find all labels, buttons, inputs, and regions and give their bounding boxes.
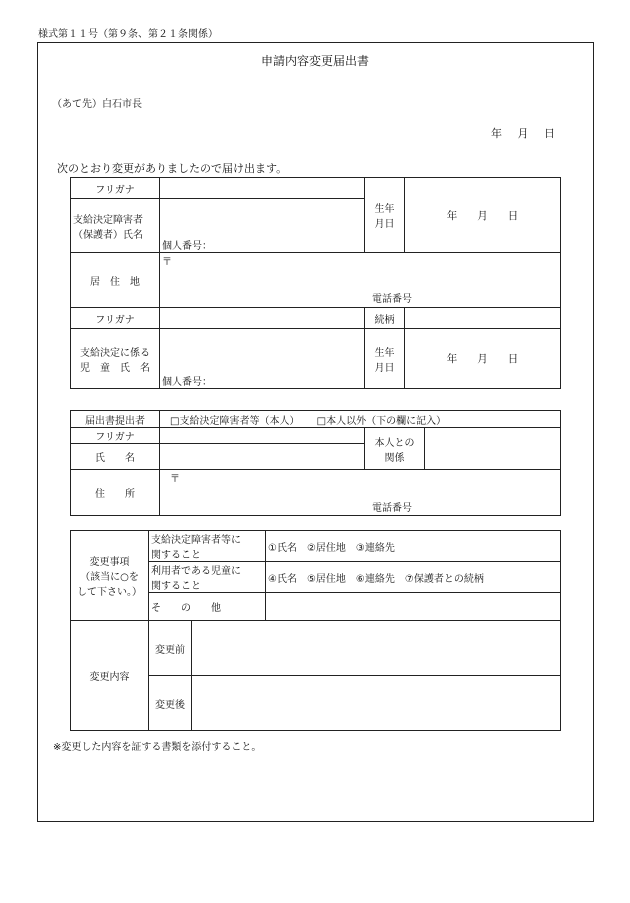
applicant-furigana-label: フリガナ — [71, 178, 160, 199]
submitter-name-label: 氏 名 — [71, 444, 160, 470]
child-birthdate-field[interactable]: 年 月 日 — [405, 329, 561, 389]
change-row2-label: 利用者である児童に 関すること — [149, 562, 266, 593]
submitter-option-self[interactable]: □支給決定障害者等（本人） — [170, 415, 300, 427]
submitter-furigana-field[interactable] — [160, 428, 365, 444]
applicant-name-label: 支給決定障害者 （保護者）氏名 — [71, 199, 160, 253]
change-row3-field[interactable] — [266, 593, 561, 621]
submitter-postal-mark: 〒 — [170, 474, 180, 485]
change-items-label: 変更事項 （該当に○を して下さい。） — [71, 531, 149, 621]
addressee: （あて先）白石市長 — [52, 99, 142, 110]
child-relation-label: 続柄 — [365, 308, 405, 329]
child-furigana-label: フリガナ — [71, 308, 160, 329]
applicant-kojin-bango-label: 個人番号： — [162, 241, 212, 252]
form-number: 様式第１１号（第９条、第２１条関係） — [38, 29, 218, 40]
child-furigana-field[interactable] — [160, 308, 365, 329]
date-year-label: 年 — [491, 127, 502, 140]
child-birth-label: 生年 月日 — [365, 329, 405, 389]
child-relation-field[interactable] — [405, 308, 561, 329]
submitter-label: 届出書提出者 — [71, 411, 160, 428]
applicant-address-label: 居 住 地 — [71, 253, 160, 308]
submitter-table — [70, 410, 561, 516]
change-after-label: 変更後 — [149, 676, 192, 731]
child-name-label: 支給決定に係る 児 童 氏 名 — [71, 329, 160, 389]
applicant-address-field[interactable] — [160, 253, 561, 308]
applicant-phone-label: 電話番号 — [372, 294, 412, 305]
applicant-postal-mark: 〒 — [162, 257, 172, 268]
date-day-label: 日 — [544, 127, 555, 140]
change-after-field[interactable] — [192, 676, 561, 731]
submission-date[interactable] — [491, 125, 555, 141]
child-kojin-bango-label: 個人番号： — [162, 377, 212, 388]
submitter-relation-field[interactable] — [425, 428, 561, 470]
applicant-child-table — [70, 177, 561, 389]
intro-text: 次のとおり変更がありましたので届け出ます。 — [57, 162, 288, 175]
applicant-name-field[interactable] — [160, 199, 365, 253]
date-month-label: 月 — [517, 127, 529, 140]
change-content-label: 変更内容 — [71, 621, 149, 731]
child-name-field[interactable] — [160, 329, 365, 389]
applicant-birth-label: 生年 月日 — [365, 178, 405, 253]
page-title: 申請内容変更届出書 — [260, 54, 369, 68]
change-before-field[interactable] — [192, 621, 561, 676]
change-row2-options[interactable]: ④氏名 ⑤居住地 ⑥連絡先 ⑦保護者との続柄 — [266, 562, 561, 593]
applicant-furigana-field[interactable] — [160, 178, 365, 199]
change-row3-label: そ の 他 — [149, 593, 266, 621]
submitter-name-field[interactable] — [160, 444, 365, 470]
change-before-label: 変更前 — [149, 621, 192, 676]
change-row1-options[interactable]: ①氏名 ②居住地 ③連絡先 — [266, 531, 561, 562]
submitter-furigana-label: フリガナ — [71, 428, 160, 444]
submitter-address-field[interactable] — [160, 470, 561, 516]
submitter-relation-label: 本人との 関係 — [365, 428, 425, 470]
submitter-address-label: 住 所 — [71, 470, 160, 516]
changes-table — [70, 530, 561, 731]
change-row1-label: 支給決定障害者等に 関すること — [149, 531, 266, 562]
footnote: ※変更した内容を証する書類を添付すること。 — [53, 742, 262, 753]
applicant-birthdate-field[interactable]: 年 月 日 — [405, 178, 561, 253]
submitter-phone-label: 電話番号 — [372, 503, 412, 514]
submitter-options — [160, 411, 561, 428]
submitter-option-other[interactable]: □本人以外（下の欄に記入） — [316, 415, 447, 427]
